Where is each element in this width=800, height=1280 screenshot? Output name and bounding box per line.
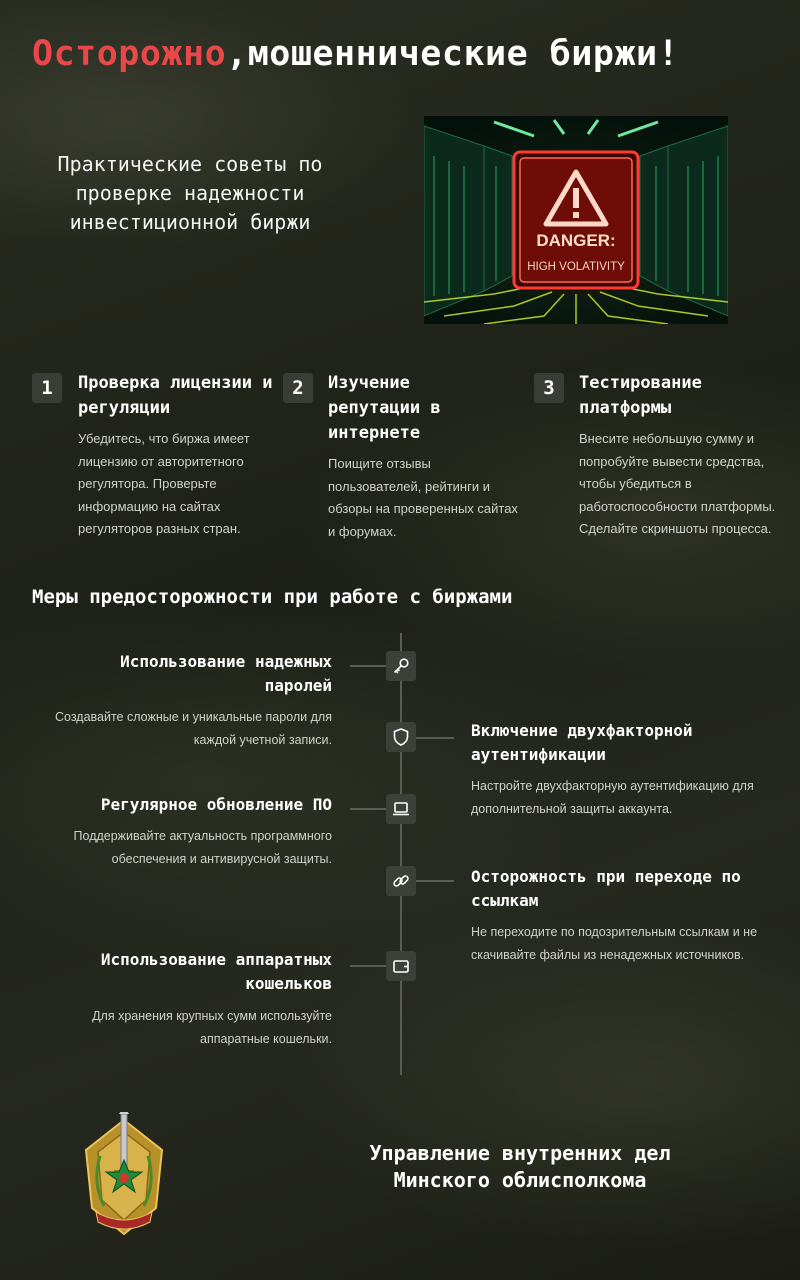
precaution-text-wallets: Для хранения крупных сумм используйте аппаратные кошельки.	[92, 1009, 332, 1046]
danger-illustration	[424, 116, 728, 324]
precaution-text-passwords: Создавайте сложные и уникальные пароли для каждой учетной записи.	[54, 710, 332, 747]
title-rest: ,мошеннические биржи!	[226, 34, 680, 74]
page-title	[32, 34, 679, 74]
page-subtitle: Практические советы по проверке надежности инвестиционной биржи	[57, 152, 323, 234]
sign-line1: DANGER:	[536, 231, 616, 250]
shield-icon	[386, 722, 416, 752]
step-number-2: 2	[283, 373, 313, 403]
timeline-connector	[350, 808, 386, 810]
wallet-icon	[386, 951, 416, 981]
precaution-title-wallets: Использование аппаратных кошельков	[100, 950, 332, 993]
sign-line2: HIGH VOLATIVITY	[527, 261, 625, 273]
precaution-title-passwords: Использование надежных паролей	[120, 652, 332, 695]
timeline-connector	[416, 880, 454, 882]
police-emblem	[78, 1112, 170, 1242]
timeline-connector	[350, 665, 386, 667]
laptop-icon	[386, 794, 416, 824]
precaution-title-updates: Регулярное обновление ПО	[100, 795, 332, 814]
precaution-text-links: Не переходите по подозрительным ссылкам и не скачивайте файлы из ненадежных источников.	[471, 925, 758, 962]
precaution-text-updates: Поддерживайте актуальность программного обеспечения и антивирусной защиты.	[73, 829, 332, 866]
organization-name: Управление внутренних дел Минского облисполкома	[369, 1141, 671, 1192]
title-accent: Осторожно	[32, 34, 227, 74]
timeline-connector	[350, 965, 386, 967]
step-number-1: 1	[32, 373, 62, 403]
step-number-3: 3	[534, 373, 564, 403]
precaution-text-2fa: Настройте двухфакторную аутентификацию для дополнительной защиты аккаунта.	[471, 779, 754, 816]
step-title-2: Изучение репутации в интернете	[328, 373, 441, 443]
timeline-connector	[416, 737, 454, 739]
precaution-title-2fa: Включение двухфакторной аутентификации	[471, 721, 693, 764]
step-text-3: Внесите небольшую сумму и попробуйте вывести средства, чтобы убедиться в работоспособности платформы. Сделайте скриншоты процесса.	[579, 431, 776, 536]
precautions-heading: Меры предосторожности при работе с биржами	[32, 586, 513, 608]
step-text-2: Поищите отзывы пользователей, рейтинги и обзоры на проверенных сайтах и форумах.	[328, 456, 518, 539]
key-icon	[386, 651, 416, 681]
step-title-1: Проверка лицензии и регуляции	[78, 373, 273, 418]
step-text-1: Убедитесь, что биржа имеет лицензию от авторитетного регулятора. Проверьте информацию на сайтах регуляторов разных стран.	[78, 431, 250, 536]
step-title-3: Тестирование платформы	[579, 373, 702, 418]
timeline-line	[400, 633, 402, 1075]
link-icon	[386, 866, 416, 896]
precaution-title-links: Осторожность при переходе по ссылкам	[471, 867, 741, 910]
